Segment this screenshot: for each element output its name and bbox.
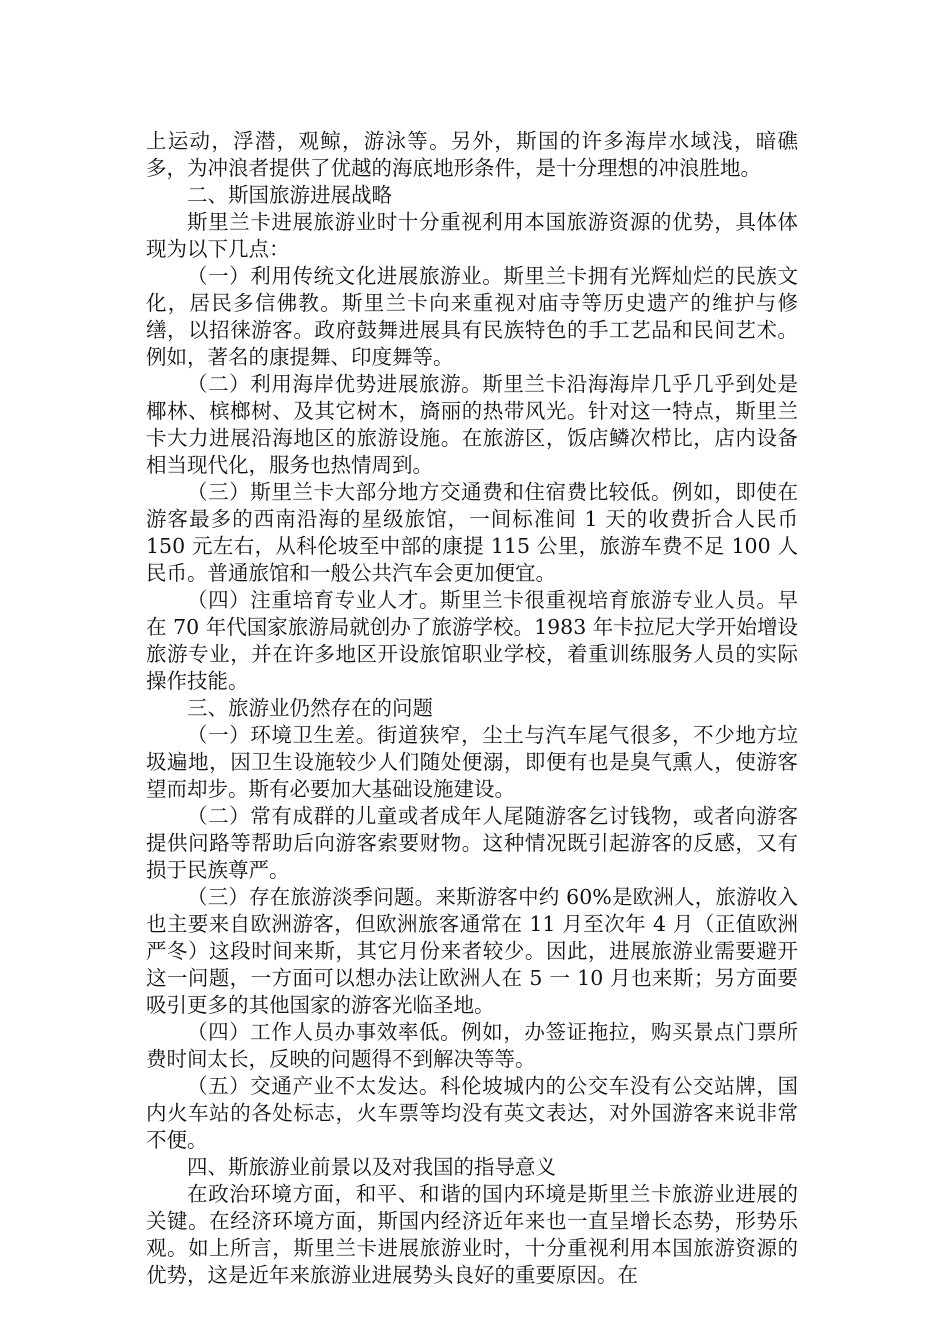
paragraph-problem-offseason: （三）存在旅游淡季问题。来斯游客中约 60%是欧洲人，旅游收入也主要来自欧洲游客，但欧洲旅客通常在 11 月至次年 4 月（正值欧洲严冬）这段时间来斯，其它月份来者较少。因此，进展旅游业需要避开这一问题，一方面可以想办法让欧洲人在 5 一 10 月也来斯；另方面要吸引更多的其他国家的游客光临圣地。: [146, 885, 798, 1017]
document-page: [146, 128, 798, 1289]
section-heading-outlook: 四、斯旅游业前景以及对我国的指导意义: [187, 1155, 556, 1179]
paragraph-problem-transport: （五）交通产业不太发达。科伦坡城内的公交车没有公交站牌，国内火车站的各处标志，火车票等均没有英文表达，对外国游客来说非常不便。: [146, 1074, 798, 1152]
paragraph-outlook-environment: 在政治环境方面，和平、和谐的国内环境是斯里兰卡旅游业进展的关键。在经济环境方面，斯国内经济近年来也一直呈增长态势，形势乐观。如上所言，斯里兰卡进展旅游业时，十分重视利用本国旅游资源的优势，这是近年来旅游业进展势头良好的重要原因。在: [146, 1182, 798, 1287]
paragraph-strategy-talent: （四）注重培育专业人才。斯里兰卡很重视培育旅游专业人员。早在 70 年代国家旅游局就创办了旅游学校。1983 年卡拉尼大学开始增设旅游专业，并在许多地区开设旅馆职业学校，着重训练服务人员的实际操作技能。: [146, 588, 798, 693]
paragraph-strategy-coast: （二）利用海岸优势进展旅游。斯里兰卡沿海海岸几乎几乎到处是椰林、槟榔树、及其它树木，旖丽的热带风光。针对这一特点，斯里兰卡大力进展沿海地区的旅游设施。在旅游区，饭店鳞次栉比，店内设备相当现代化，服务也热情周到。: [146, 372, 798, 477]
section-heading-strategy: 二、斯国旅游进展战略: [187, 183, 392, 207]
paragraph-strategy-intro: 斯里兰卡进展旅游业时十分重视利用本国旅游资源的优势，具体体现为以下几点：: [146, 210, 798, 261]
paragraph-problem-efficiency: （四）工作人员办事效率低。例如，办签证拖拉，购买景点门票所费时间太长，反映的问题得不到解决等等。: [146, 1020, 798, 1071]
paragraph-strategy-culture: （一）利用传统文化进展旅游业。斯里兰卡拥有光辉灿烂的民族文化，居民多信佛教。斯里兰卡向来重视对庙寺等历史遗产的维护与修缮，以招徕游客。政府鼓舞进展具有民族特色的手工艺品和民间艺术。例如，著名的康提舞、印度舞等。: [146, 264, 798, 369]
section-heading-problems: 三、旅游业仍然存在的问题: [187, 696, 433, 720]
paragraph-strategy-cost: （三）斯里兰卡大部分地方交通费和住宿费比较低。例如，即使在游客最多的西南沿海的星级旅馆，一间标准间 1 天的收费折合人民币 150 元左右，从科伦坡至中部的康提 115 公里，旅游车费不足 100 人民币。普通旅馆和一般公共汽车会更加便宜。: [146, 480, 798, 585]
paragraph-problem-hygiene: （一）环境卫生差。街道狭窄，尘土与汽车尾气很多，不少地方垃圾遍地，因卫生设施较少人们随处便溺，即便有也是臭气熏人，使游客望而却步。斯有必要加大基础设施建设。: [146, 723, 798, 801]
paragraph-continuation: 上运动，浮潜，观鲸，游泳等。另外，斯国的许多海岸水域浅，暗礁多，为冲浪者提供了优越的海底地形条件，是十分理想的冲浪胜地。: [146, 129, 798, 180]
paragraph-problem-begging: （二）常有成群的儿童或者成年人尾随游客乞讨钱物，或者向游客提供问路等帮助后向游客索要财物。这种情况既引起游客的反感，又有损于民族尊严。: [146, 804, 798, 882]
